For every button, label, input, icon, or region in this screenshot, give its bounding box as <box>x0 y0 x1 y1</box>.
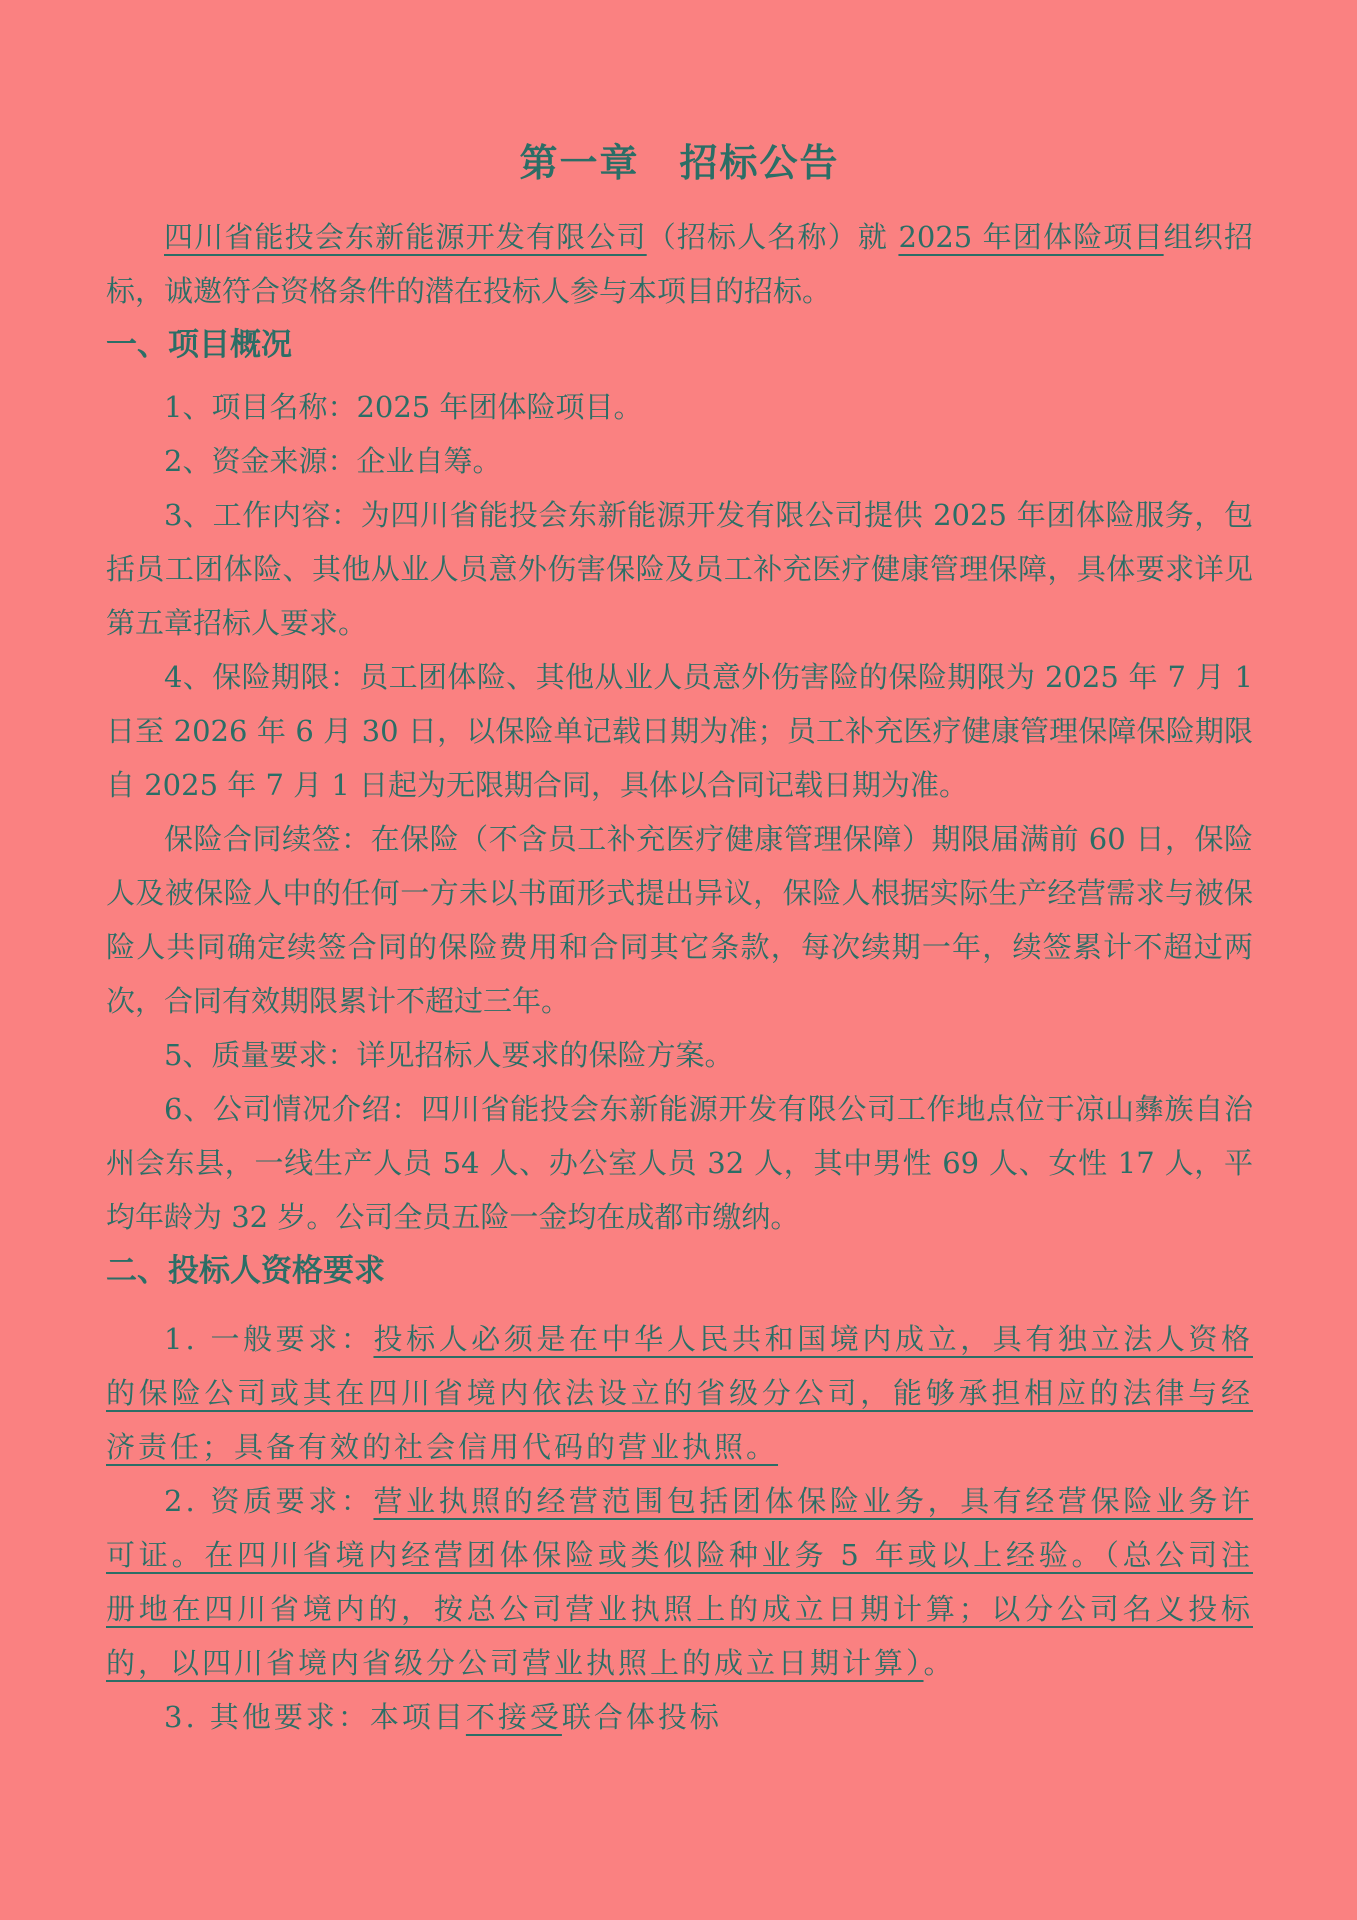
text-run: 3、工作内容：为四川省能投会东新能源开发有限公司提供 2025 年团体险服务，包括员工团体险、其他从业人员意外伤害保险及员工补充医疗健康管理保障，具体要求详见第五章招标人要求。 <box>106 498 1253 640</box>
body-paragraph <box>106 434 1253 488</box>
text-run: 4、保险期限：员工团体险、其他从业人员意外伤害险的保险期限为 2025 年 7 月 1 日至 2026 年 6 月 30 日，以保险单记载日期为准；员工补充医疗健康管理保障保险期限自 2025 年 7 月 1 日起为无限期合同，具体以合同记载日期为准。 <box>106 660 1253 802</box>
text-run: 2、资金来源：企业自筹。 <box>164 444 502 478</box>
body-paragraph <box>106 1474 1253 1690</box>
text-run: 。 <box>923 1646 956 1680</box>
body-paragraph <box>106 650 1253 812</box>
text-run: 一、项目概况 <box>106 327 292 363</box>
body-paragraph <box>106 1082 1253 1244</box>
underlined-text: 营业执照的经营范围包括团体保险业务，具有经营保险业务许可证。在四川省境内经营团体保险或类似险种业务 5 年或以上经验。（总公司注册地在四川省境内的，按总公司营业执照上的成立日期计算；以分公司名义投标的，以四川省境内省级分公司营业执照上的成立日期计算） <box>106 1484 1253 1680</box>
body-paragraph <box>106 380 1253 434</box>
text-run: 5、质量要求：详见招标人要求的保险方案。 <box>164 1038 734 1072</box>
underlined-text: 投标人必须是在中华人民共和国境内成立，具有独立法人资格的保险公司或其在四川省境内依法设立的省级分公司，能够承担相应的法律与经济责任；具备有效的社会信用代码的营业执照。 <box>106 1322 1253 1464</box>
body-paragraph <box>106 1028 1253 1082</box>
text-run: 1、项目名称：2025 年团体险项目。 <box>164 390 643 424</box>
underlined-text: 不接受 <box>465 1700 562 1734</box>
text-run: 保险合同续签：在保险（不含员工补充医疗健康管理保障）期限届满前 60 日，保险人及被保险人中的任何一方未以书面形式提出异议，保险人根据实际生产经营需求与被保险人共同确定续签合同的保险费用和合同其它条款，每次续期一年，续签累计不超过两次，合同有效期限累计不超过三年。 <box>106 822 1253 1018</box>
document-body <box>106 210 1253 1744</box>
section-heading <box>106 318 1253 372</box>
text-run: 二、投标人资格要求 <box>106 1253 385 1289</box>
text-run: 组织招标，诚邀符合资格条件的潜在投标人参与本项目的招标。 <box>106 220 1253 308</box>
text-run: 6、公司情况介绍：四川省能投会东新能源开发有限公司工作地点位于凉山彝族自治州会东县，一线生产人员 54 人、办公室人员 32 人，其中男性 69 人、女性 17 人，平均年龄为 32 岁。公司全员五险一金均在成都市缴纳。 <box>106 1092 1253 1234</box>
text-run: 联合体投标 <box>561 1700 722 1734</box>
section-heading <box>106 1244 1253 1298</box>
body-paragraph <box>106 210 1253 318</box>
body-paragraph <box>106 1690 1253 1744</box>
chapter-title: 第一章 招标公告 <box>519 141 840 185</box>
text-run: 1. 一般要求： <box>164 1322 374 1356</box>
text-run: （招标人名称）就 <box>646 220 899 254</box>
text-run: 3. 其他要求：本项目 <box>164 1700 466 1734</box>
body-paragraph <box>106 812 1253 1028</box>
underlined-text: 2025 年团体险项目 <box>898 220 1164 254</box>
underlined-text: 四川省能投会东新能源开发有限公司 <box>164 220 647 254</box>
body-paragraph <box>106 1312 1253 1474</box>
body-paragraph <box>106 488 1253 650</box>
text-run: 2. 资质要求： <box>164 1484 374 1518</box>
